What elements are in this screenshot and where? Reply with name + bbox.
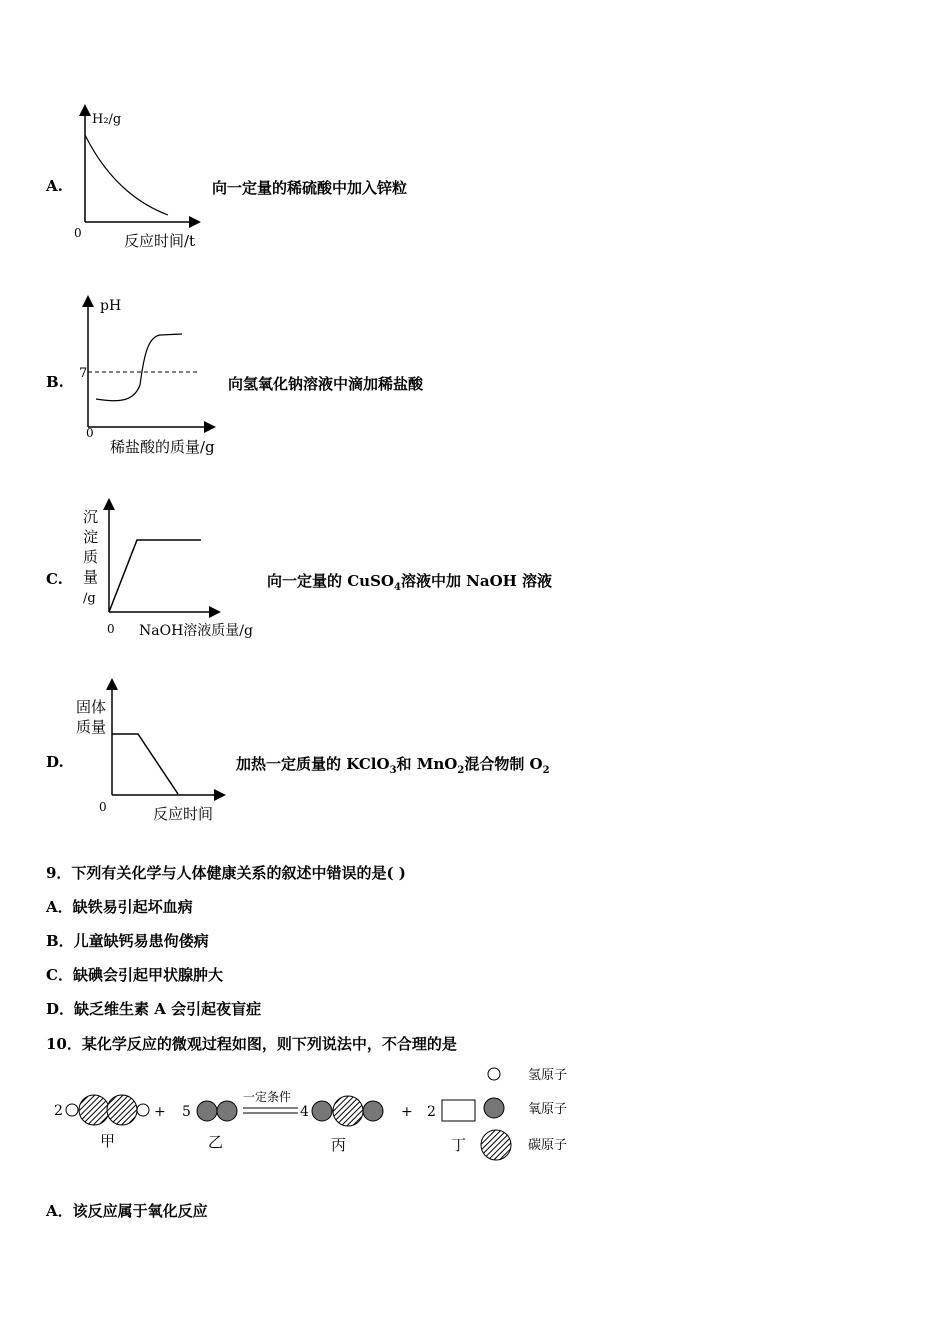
legend-o-icon — [484, 1098, 504, 1118]
graph-a-origin: 0 — [74, 226, 82, 240]
q9-option-d: D．缺乏维生素 A 会引起夜盲症 — [46, 1000, 262, 1018]
name-ding: 丁 — [451, 1136, 467, 1154]
graph-c-line — [109, 540, 201, 612]
q9-option-b: B．儿童缺钙易患佝偻病 — [46, 932, 209, 950]
legend-c-label: 碳原子 — [528, 1138, 568, 1153]
graph-b — [70, 295, 240, 460]
name-jia: 甲 — [100, 1132, 116, 1150]
plus-2: + — [401, 1104, 413, 1120]
coef-yi: 5 — [182, 1104, 191, 1120]
graph-d-xlabel: 反应时间 — [153, 805, 214, 823]
bing-o-atom-2 — [363, 1101, 383, 1121]
legend-h-label: 氢原子 — [528, 1068, 568, 1083]
legend-o-label: 氧原子 — [528, 1102, 568, 1117]
graph-a — [70, 105, 210, 255]
q9-option-c: C．缺碘会引起甲状腺肿大 — [46, 966, 223, 984]
graph-d-origin: 0 — [99, 800, 107, 814]
option-a-desc: 向一定量的稀硫酸中加入锌粒 — [212, 179, 408, 197]
graph-b-origin: 0 — [86, 426, 94, 440]
option-c-desc: 向一定量的 CuSO$_4$溶液中加 NaOH 溶液 — [267, 572, 553, 593]
graph-a-curve — [85, 135, 168, 215]
q10-option-a: A．该反应属于氧化反应 — [46, 1202, 208, 1220]
graph-c-ylabel-5: /g — [83, 591, 96, 606]
graph-d-ylabel-2: 质量 — [76, 718, 107, 736]
option-b-desc: 向氢氧化钠溶液中滴加稀盐酸 — [228, 375, 424, 393]
option-d-letter: D. — [46, 753, 64, 771]
legend-h-icon — [488, 1068, 500, 1080]
option-c-letter: C. — [46, 570, 63, 588]
graph-a-xlabel: 反应时间/t — [124, 232, 196, 250]
ding-blank-box — [442, 1100, 475, 1121]
option-b-letter: B. — [46, 373, 64, 391]
name-yi: 乙 — [208, 1133, 224, 1151]
plus-1: + — [154, 1104, 166, 1120]
graph-c-ylabel-2: 淀 — [83, 528, 99, 546]
q10-stem: 10．某化学反应的微观过程如图，则下列说法中，不合理的是 — [46, 1035, 457, 1053]
graph-c-origin: 0 — [107, 622, 115, 636]
jia-c-atom-2 — [107, 1095, 137, 1125]
coef-bing: 4 — [300, 1104, 309, 1120]
graph-b-xlabel: 稀盐酸的质量/g — [110, 438, 215, 456]
jia-c-atom-1 — [79, 1095, 109, 1125]
graph-c-ylabel-4: 量 — [83, 568, 99, 586]
name-bing: 丙 — [331, 1136, 347, 1154]
q10-reaction-diagram — [50, 1060, 590, 1170]
legend-c-icon — [481, 1130, 511, 1160]
q9-option-a: A．缺铁易引起坏血病 — [46, 898, 193, 916]
graph-c-ylabel-3: 质 — [83, 548, 99, 566]
coef-ding: 2 — [427, 1104, 436, 1120]
graph-b-ylabel: pH — [100, 298, 122, 314]
yi-o-atom-1 — [197, 1101, 217, 1121]
graph-b-curve — [96, 334, 182, 401]
bing-o-atom-1 — [312, 1101, 332, 1121]
option-d-desc: 加热一定质量的 KClO$_3$和 MnO$_2$混合物制 $O_2$ — [236, 755, 550, 776]
yi-o-atom-2 — [217, 1101, 237, 1121]
graph-c — [75, 500, 275, 645]
condition-label: 一定条件 — [243, 1090, 292, 1104]
q9-stem: 9．下列有关化学与人体健康关系的叙述中错误的是( ) — [46, 864, 406, 882]
jia-h-atom-right — [137, 1104, 149, 1116]
graph-d — [72, 680, 237, 830]
graph-d-ylabel-1: 固体 — [76, 698, 107, 716]
bing-c-atom — [333, 1096, 363, 1126]
option-a-letter: A. — [46, 177, 63, 195]
jia-h-atom-left — [66, 1104, 78, 1116]
graph-b-ph7-label: 7 — [79, 366, 88, 381]
graph-d-line — [112, 734, 178, 794]
coef-jia: 2 — [54, 1103, 63, 1119]
graph-a-ylabel: H₂/g — [92, 112, 122, 127]
graph-c-ylabel-1: 沉 — [83, 508, 99, 526]
graph-c-xlabel: NaOH溶液质量/g — [139, 623, 253, 639]
